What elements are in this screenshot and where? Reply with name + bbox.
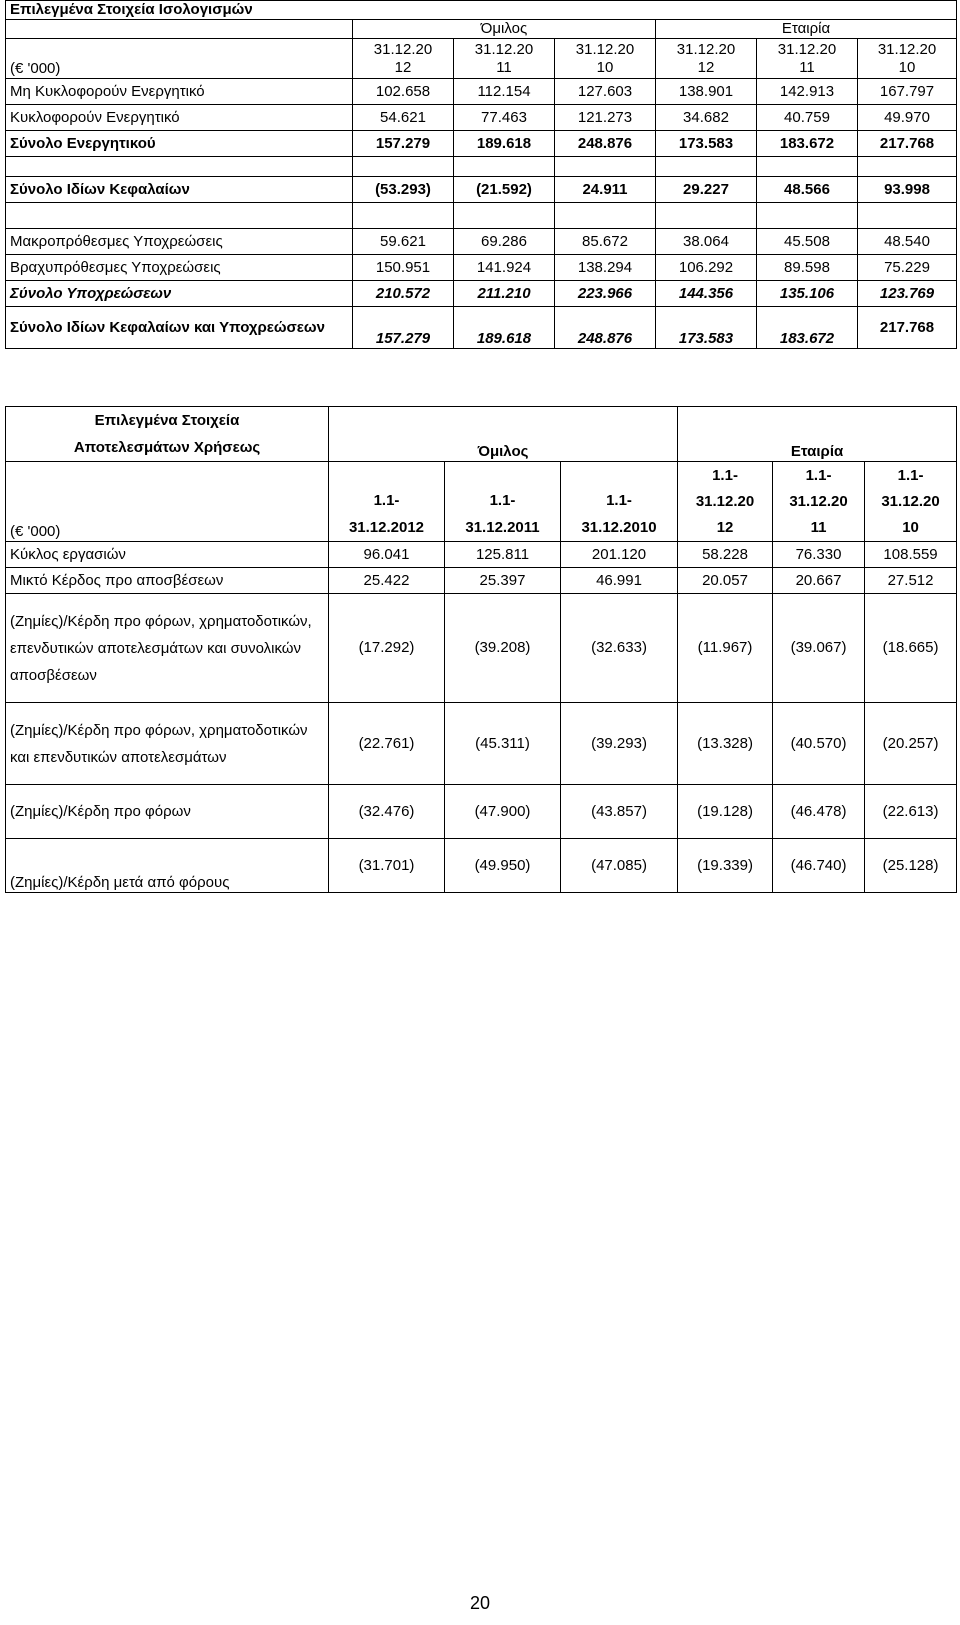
cell-value: 167.797 <box>858 79 957 105</box>
row-label: Μικτό Κέρδος προ αποσβέσεων <box>6 568 329 594</box>
cell-value: 29.227 <box>656 177 757 203</box>
cell-value: 69.286 <box>454 229 555 255</box>
results-currency-label: (€ '000) <box>6 462 329 542</box>
table-row <box>6 785 957 839</box>
cell-value: 20.667 <box>773 568 865 594</box>
cell-value: 106.292 <box>656 255 757 281</box>
cell-value: (47.900) <box>445 785 561 839</box>
results-period-header: 1.1- 31.12.2012 <box>329 462 445 542</box>
table-row <box>6 594 957 703</box>
cell-value: (46.478) <box>773 785 865 839</box>
cell-value: (19.339) <box>678 839 773 893</box>
row-label: (Ζημίες)/Κέρδη προ φόρων <box>6 785 329 839</box>
cell-value: 138.901 <box>656 79 757 105</box>
cell-value: (53.293) <box>353 177 454 203</box>
cell-value: 157.279 <box>353 131 454 157</box>
row-label: Σύνολο Ιδίων Κεφαλαίων <box>6 177 353 203</box>
cell-value: 135.106 <box>757 281 858 307</box>
cell-value: 48.540 <box>858 229 957 255</box>
cell-value: 58.228 <box>678 542 773 568</box>
cell-value: 173.583 <box>656 307 757 349</box>
table-row <box>6 177 957 203</box>
table-row <box>6 839 957 893</box>
cell-value: 183.672 <box>757 131 858 157</box>
cell-value: 157.279 <box>353 307 454 349</box>
cell-value: 46.991 <box>561 568 678 594</box>
cell-value: 24.911 <box>555 177 656 203</box>
table-row <box>6 131 957 157</box>
row-label: Βραχυπρόθεσμες Υποχρεώσεις <box>6 255 353 281</box>
results-title: Επιλεγμένα Στοιχεία Αποτελεσμάτων Χρήσεως <box>6 407 329 462</box>
cell-value: 59.621 <box>353 229 454 255</box>
cell-value: (31.701) <box>329 839 445 893</box>
cell-value: 141.924 <box>454 255 555 281</box>
cell-value: (49.950) <box>445 839 561 893</box>
balance-date-header: 31.12.20 11 <box>757 39 858 79</box>
row-label: Σύνολο Ιδίων Κεφαλαίων και Υποχρεώσεων <box>6 307 353 349</box>
cell-value: 34.682 <box>656 105 757 131</box>
balance-group-header: Όμιλος <box>353 20 656 39</box>
page-number: 20 <box>469 1593 491 1613</box>
cell-value: 248.876 <box>555 307 656 349</box>
table-row <box>6 281 957 307</box>
cell-value: 217.768 <box>858 131 957 157</box>
table-row <box>6 568 957 594</box>
results-period-header: 1.1- 31.12.20 10 <box>865 462 957 542</box>
row-label: Μακροπρόθεσμες Υποχρεώσεις <box>6 229 353 255</box>
cell-value: 49.970 <box>858 105 957 131</box>
row-label: (Ζημίες)/Κέρδη προ φόρων, χρηματοδοτικών, επενδυτικών αποτελεσμάτων και συνολικών αποσβέσεων <box>6 594 329 703</box>
row-label: (Ζημίες)/Κέρδη προ φόρων, χρηματοδοτικών και επενδυτικών αποτελεσμάτων <box>6 703 329 785</box>
cell-value: 201.120 <box>561 542 678 568</box>
cell-value: 121.273 <box>555 105 656 131</box>
cell-value: 112.154 <box>454 79 555 105</box>
cell-value: 173.583 <box>656 131 757 157</box>
cell-value: 76.330 <box>773 542 865 568</box>
cell-value: (13.328) <box>678 703 773 785</box>
cell-value: 38.064 <box>656 229 757 255</box>
row-label: (Ζημίες)/Κέρδη μετά από φόρους <box>6 839 329 893</box>
cell-value: 142.913 <box>757 79 858 105</box>
cell-value: (39.208) <box>445 594 561 703</box>
cell-value: 189.618 <box>454 307 555 349</box>
cell-value: 144.356 <box>656 281 757 307</box>
cell-value: 211.210 <box>454 281 555 307</box>
table-row <box>6 105 957 131</box>
cell-value: 150.951 <box>353 255 454 281</box>
cell-value: 27.512 <box>865 568 957 594</box>
results-period-header: 1.1- 31.12.2010 <box>561 462 678 542</box>
cell-value: (19.128) <box>678 785 773 839</box>
cell-value: 125.811 <box>445 542 561 568</box>
row-label: Κύκλος εργασιών <box>6 542 329 568</box>
table-row <box>6 229 957 255</box>
results-period-header: 1.1- 31.12.20 11 <box>773 462 865 542</box>
balance-date-header: 31.12.20 10 <box>858 39 957 79</box>
cell-value: (11.967) <box>678 594 773 703</box>
cell-value: 93.998 <box>858 177 957 203</box>
cell-value: 96.041 <box>329 542 445 568</box>
cell-value: (20.257) <box>865 703 957 785</box>
cell-value: 138.294 <box>555 255 656 281</box>
table-row <box>6 255 957 281</box>
balance-date-header: 31.12.20 11 <box>454 39 555 79</box>
cell-value: 77.463 <box>454 105 555 131</box>
table-row <box>6 79 957 105</box>
row-label: Μη Κυκλοφορούν Ενεργητικό <box>6 79 353 105</box>
results-group-header: Όμιλος <box>329 407 678 462</box>
cell-value: 210.572 <box>353 281 454 307</box>
balance-date-header: 31.12.20 10 <box>555 39 656 79</box>
table-row <box>6 542 957 568</box>
cell-value: 217.768 <box>858 307 957 349</box>
cell-value: (45.311) <box>445 703 561 785</box>
cell-value: 123.769 <box>858 281 957 307</box>
cell-value: (21.592) <box>454 177 555 203</box>
cell-value: 248.876 <box>555 131 656 157</box>
results-period-header: 1.1- 31.12.20 12 <box>678 462 773 542</box>
cell-value: 89.598 <box>757 255 858 281</box>
cell-value: 48.566 <box>757 177 858 203</box>
table-row <box>6 307 957 349</box>
cell-value: (22.613) <box>865 785 957 839</box>
cell-value: 40.759 <box>757 105 858 131</box>
cell-value: (18.665) <box>865 594 957 703</box>
cell-value: 223.966 <box>555 281 656 307</box>
cell-value: 85.672 <box>555 229 656 255</box>
row-label: Σύνολο Υποχρεώσεων <box>6 281 353 307</box>
table-row <box>6 703 957 785</box>
cell-value: 25.422 <box>329 568 445 594</box>
cell-value: 102.658 <box>353 79 454 105</box>
results-table <box>5 406 957 893</box>
cell-value: (22.761) <box>329 703 445 785</box>
cell-value: (25.128) <box>865 839 957 893</box>
balance-date-header: 31.12.20 12 <box>656 39 757 79</box>
cell-value: (32.476) <box>329 785 445 839</box>
row-label: Κυκλοφορούν Ενεργητικό <box>6 105 353 131</box>
balance-sheet-table <box>5 0 957 349</box>
results-period-header: 1.1- 31.12.2011 <box>445 462 561 542</box>
cell-value: (46.740) <box>773 839 865 893</box>
balance-currency-label: (€ '000) <box>6 39 353 79</box>
balance-date-header: 31.12.20 12 <box>353 39 454 79</box>
cell-value: (40.570) <box>773 703 865 785</box>
cell-value: (47.085) <box>561 839 678 893</box>
cell-value: 20.057 <box>678 568 773 594</box>
cell-value: 45.508 <box>757 229 858 255</box>
balance-company-header: Εταιρία <box>656 20 957 39</box>
cell-value: 25.397 <box>445 568 561 594</box>
spacer-row <box>6 157 957 177</box>
cell-value: (39.067) <box>773 594 865 703</box>
cell-value: 127.603 <box>555 79 656 105</box>
results-company-header: Εταιρία <box>678 407 957 462</box>
cell-value: 183.672 <box>757 307 858 349</box>
row-label: Σύνολο Ενεργητικού <box>6 131 353 157</box>
cell-value: 75.229 <box>858 255 957 281</box>
cell-value: 108.559 <box>865 542 957 568</box>
cell-value: 189.618 <box>454 131 555 157</box>
cell-value: 54.621 <box>353 105 454 131</box>
cell-value: (43.857) <box>561 785 678 839</box>
cell-value: (39.293) <box>561 703 678 785</box>
spacer-row <box>6 203 957 229</box>
cell-value: (32.633) <box>561 594 678 703</box>
cell-value: (17.292) <box>329 594 445 703</box>
balance-title: Επιλεγμένα Στοιχεία Ισολογισμών <box>6 1 957 20</box>
